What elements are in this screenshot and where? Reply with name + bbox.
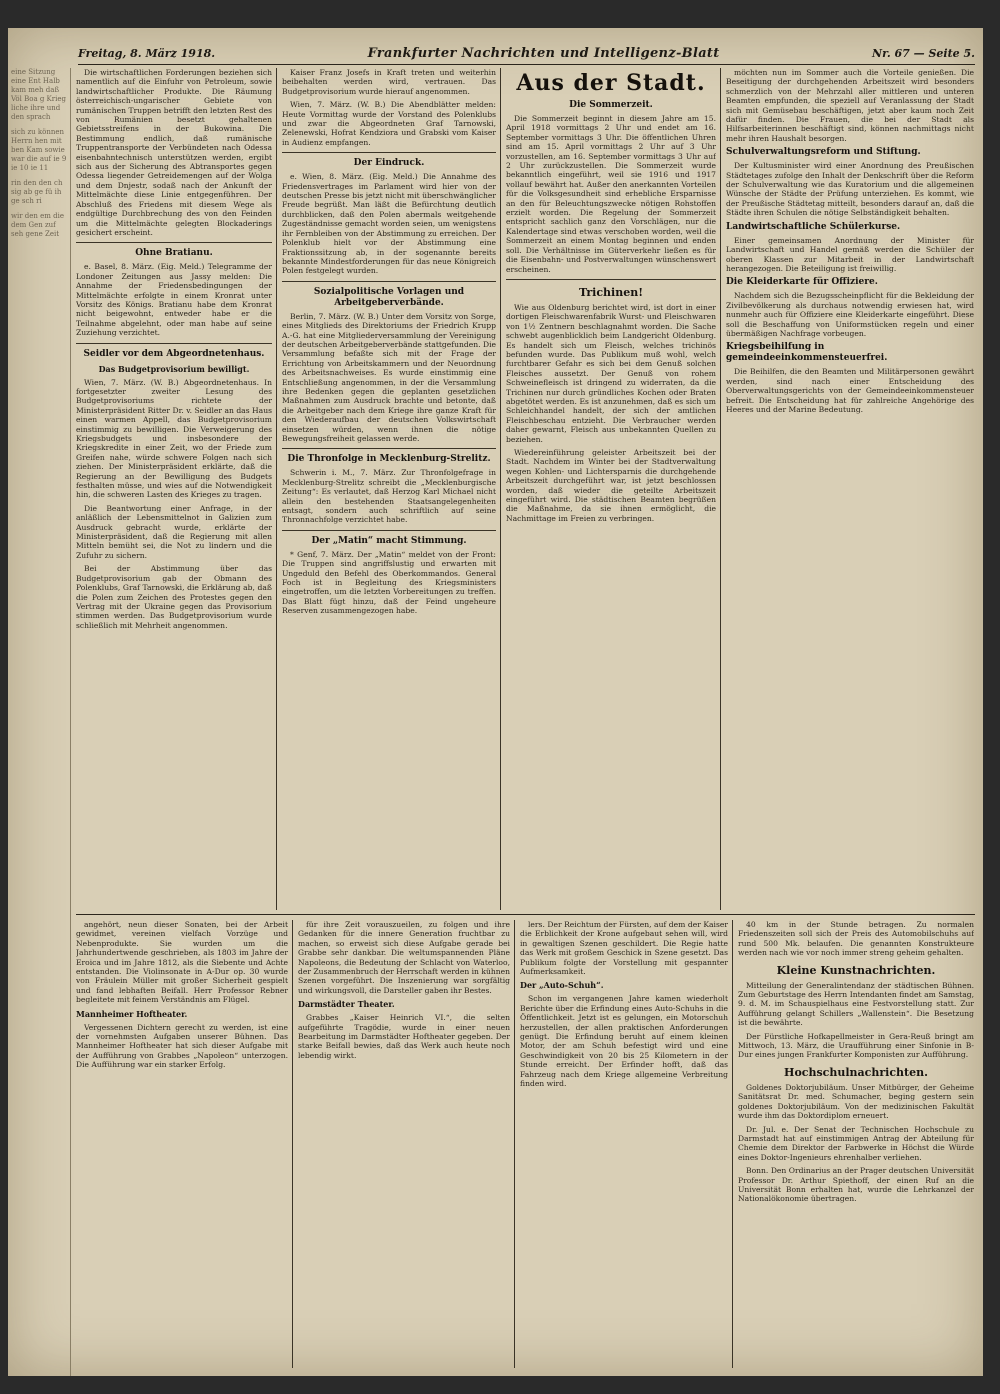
article-headline: Die Thronfolge in Mecklenburg-Strelitz. xyxy=(287,454,491,465)
article-headline: Landwirtschaftliche Schülerkurse. xyxy=(726,221,901,232)
feuilleton-rule xyxy=(76,914,975,915)
column-divider xyxy=(282,281,496,282)
article-headline: Trichinen! xyxy=(578,285,644,299)
article-headline: Sozialpolitische Vorlagen und Arbeitgeberverbände. xyxy=(313,286,465,308)
column-divider xyxy=(282,530,496,531)
article-text: Goldenes Doktorjubiläum. Unser Mitbürger, der Geheime Sanitätsrat Dr. med. Schumacher, beging gestern sein goldenes Doktorjubiläum. Von der medizinischen Fakultät wurde ihm das Doktordiplom erneuert. xyxy=(738,1082,974,1121)
article-text: Dr. Jul. e. Der Senat der Technischen Hochschule zu Darmstadt hat auf einstimmigen Antrag der Abteilung für Chemie dem Direktor der Farbwerke in Höchst die Würde eines Doktor-Ingenieurs ehrenhalber verliehen. xyxy=(738,1124,974,1162)
article-text: Einer gemeinsamen Anordnung der Minister für Landwirtschaft und Handel gemäß werden die Schüler der oberen Klassen zur Mitarbeit in der Landwirtschaft herangezogen. Die Beteiligung ist freiwillig. xyxy=(726,235,974,273)
column-1 xyxy=(76,68,272,910)
bottom-column-2 xyxy=(298,920,510,1368)
page-header xyxy=(78,42,975,65)
article-text: Wie aus Oldenburg berichtet wird, ist dort in einer dortigen Fleischwarenfabrik Wurst- und Fleischwaren von 1½ Zentnern beschlagnahmt worden. Die Sache schwebt augenblicklich beim Landgericht Oldenburg. Es handelt sich um Fleisch, welches trichinös befunden wurde. Das Publikum muß wohl, welch furchtbarer Gefahr es sich bei dem Genuß solchen Fleisches aussetzt. Der Genuß von rohem Schweinefleisch ist dringend zu widerraten, da die Trichinen nur durch gründliches Kochen oder Braten abgetötet werden. Es ist anzunehmen, daß es sich um Schleichhandel handelt, der sich der amtlichen Fleischbeschau entzieht. Die Verbraucher werden daher gewarnt, Fleisch aus unbekannten Quellen zu beziehen. xyxy=(506,302,716,444)
bottom-column-1 xyxy=(76,920,288,1368)
article-text: möchten nun im Sommer auch die Vorteile genießen. Die Beseitigung der durchgehenden Arbeitszeit wird besonders schmerzlich von der Mehrzahl aller mittleren und unteren Beamten empfunden, die speziell auf Veranlassung der Stadt sich mit Gemüsebau beschäftigen, jetzt aber kaum noch Zeit dafür finden. Die Frauen, die bei der Stadt als Hilfsarbeiterinnen beschäftigt sind, können nachmittags nicht mehr ihren Haushalt besorgen. xyxy=(726,68,974,143)
article-text: Grabbes „Kaiser Heinrich VI.“, die selten aufgeführte Tragödie, wurde in einer neuen Bearbeitung im Darmstädter Hoftheater gegeben. Der starke Beifall bewies, daß das Werk auch heute noch lebendig wirkt. xyxy=(298,1013,510,1060)
section-masthead: Aus der Stadt. xyxy=(516,70,706,96)
article-headline: Darmstädter Theater. xyxy=(298,999,395,1010)
bottom-column-4 xyxy=(738,920,974,1368)
article-headline: Hochschulnachrichten. xyxy=(784,1065,928,1079)
header-date: Freitag, 8. März 1918. xyxy=(78,46,216,60)
newspaper-page xyxy=(8,28,983,1376)
margin-text: eine Sitzung eine Ent Halb kam meh daß Völ Boa g Krieg liche ihre und den sprach xyxy=(11,68,66,121)
column-3 xyxy=(506,68,716,910)
column-divider xyxy=(506,279,716,280)
article-text: Die Beihilfen, die den Beamten und Militärpersonen gewährt werden, sind nach einer Entscheidung des Oberverwaltungsgerichts von der Gemeindeeinkommensteuer befreit. Die Entscheidung hat für zahlreiche Angehörige des Heeres und der Marine Bedeutung. xyxy=(726,367,974,414)
header-page-number: Nr. 67 — Seite 5. xyxy=(872,46,975,60)
article-text: Wiedereinführung geleister Arbeitszeit bei der Stadt. Nachdem im Winter bei der Stadtverwaltung wegen Kohlen- und Lichtersparnis die durchgehende Arbeitszeit durchgeführt war, ist jetzt beschlossen worden, daß wieder die geteilte Arbeitszeit eingeführt wird. Die städtischen Beamten begrüßen die Maßnahme, da sie ihnen ermöglicht, die Nachmittage im Freien zu verbringen. xyxy=(506,448,716,523)
vertical-rule xyxy=(514,920,515,1368)
article-headline: Schulverwaltungsreform und Stiftung. xyxy=(726,147,921,158)
column-2 xyxy=(282,68,496,910)
article-text: * Genf, 7. März. Der „Matin“ meldet von der Front: Die Truppen sind angriffslustig und erwarten mit Ungeduld den Befehl des Oberkommandos. General Foch ist in Begleitung des Kriegsministers eingetroffen, um die letzten Vorbereitungen zu treffen. Das Blatt fügt hinzu, daß der Feind ungeheure Reserven zusammengezogen habe. xyxy=(282,549,496,616)
article-headline: Der Eindruck. xyxy=(353,158,425,169)
article-text: e. Basel, 8. März. (Eig. Meld.) Telegramme der Londoner Zeitungen aus Jassy melden: Die Annahme der Friedensbedingungen der Mittelmächte erfolgte in einem Kronrat unter Vorsitz des Königs. Bratianu habe dem Kronrat nicht beigewohnt, entweder habe er die Teilnahme abgelehnt, oder man habe auf seine Zuziehung verzichtet. xyxy=(76,262,272,338)
margin-text: wir den em die dem Gen zuf seh gene Zeit xyxy=(11,212,65,238)
article-text: Wien, 7. März. (W. B.) Abgeordnetenhaus. In fortgesetzter zweiter Lesung des Budgetprovisoriums richtete der Ministerpräsident Ritter Dr. v. Seidler an das Haus einen warmen Appell, das Budgetprovisorium einstimmig zu bewilligen. Die Verweigerung des Kriegsbudgets und insbesondere der Kriegskredite in einer Zeit, wo der Friede zum Greifen nahe, würde schwere Folgen nach sich ziehen. Der Ministerpräsident erklärte, daß die Regierung an der Bewilligung des Budgets festhalten müsse, und wies auf die Notwendigkeit hin, die schweren Lasten des Krieges zu tragen. xyxy=(76,377,272,500)
article-text: Die Beantwortung einer Anfrage, in der anläßlich der Lebensmittelnot in Galizien zum Ausdruck gebracht wurde, erklärte der Ministerpräsident, daß die Regierung mit allen Mitteln bemüht sei, die Not zu lindern und die Zufuhr zu sichern. xyxy=(76,503,272,560)
column-divider xyxy=(282,152,496,153)
article-subheadline: Das Budgetprovisorium bewilligt. xyxy=(98,363,250,374)
article-headline: Die Kleiderkarte für Offiziere. xyxy=(726,277,878,288)
article-headline: Kleine Kunstnachrichten. xyxy=(776,963,936,977)
article-text: 40 km in der Stunde betragen. Zu normalen Friedenszeiten soll sich der Preis des Automobilschuhs auf rund 500 Mk. belaufen. Die genannten Konstrukteure werden nach wie vor noch immer streng geheim gehalten. xyxy=(738,920,974,958)
article-text: angehört, neun dieser Sonaten, bei der Arbeit gewidmet, vereinen vielfach Vorzüge und Nebenprodukte. Sie wurden um die Jahrhundertwende geschrieben, als 1803 im Jahre der Eroica und im Jahre 1812, als die Siebente und Achte entstanden. Die Violinsonate in A-Dur op. 30 wurde von Fräulein Müller mit großer Sicherheit gespielt und fand lebhaften Beifall. Herr Professor Rebner begleitete mit feinem Verständnis am Flügel. xyxy=(76,920,288,1005)
article-text: Mitteilung der Generalintendanz der städtischen Bühnen. Zum Geburtstage des Herrn Intendanten findet am Samstag, 9. d. M. im Schauspielhaus eine Festvorstellung statt. Zur Aufführung gelangt Schillers „Wallenstein“. Die Besetzung ist die bewährte. xyxy=(738,980,974,1028)
article-headline: Die Sommerzeit. xyxy=(569,100,653,110)
column-divider xyxy=(282,448,496,449)
column-divider xyxy=(76,343,272,344)
article-text: Bonn. Den Ordinarius an der Prager deutschen Universität Professor Dr. Arthur Spiethoff, der einen Ruf an die Universität Bonn erhalten hat, wurde die Lehrkanzel der Nationalökonomie übertragen. xyxy=(738,1166,974,1204)
article-text: Wien, 7. März. (W. B.) Die Abendblätter melden: Heute Vormittag wurde der Vorstand des Polenklubs und zwar die Abgeordneten Graf Tarnowski, Zelenewski, Hofrat Kendziora und Grabski vom Kaiser in Audienz empfangen. xyxy=(282,100,496,147)
margin-text: sich zu können Herrn hen mit ben Kam sowie war die auf ie 9 ie 10 ie 11 xyxy=(11,128,67,172)
article-headline: Der „Auto-Schuh“. xyxy=(520,980,604,991)
adjacent-page-margin xyxy=(8,68,71,1376)
vertical-rule xyxy=(732,920,733,1368)
bottom-column-3 xyxy=(520,920,728,1368)
article-text: Die wirtschaftlichen Forderungen beziehen sich namentlich auf die Einfuhr von Petroleum, sowie landwirtschaftlicher Produkte. Die Räumung österreichisch-ungarischer Gebiete von rumänischen Truppen betrifft den letzten Rest des von Rumänien besetzt gehaltenen Gebietsstreifens in der Bukowina. Die Bestimmung endlich, daß rumänische Truppentransporte der Verbündeten nach Odessa eisenbahntechnisch unterstützen werden, ergibt sich aus der Sicherung des Abtransportes gegen Odessa liegender Getreidemengen auf der Wolga und dem Dnjestr, sodaß nach der Ankunft der Mittelmächte diese Linie entgegenführen. Der Abschluß des Friedens mit diesem Wege als endgültige Durchbrechung des von den Feinden um die Mittelmächte gelegten Blockaderings gesichert erscheint. xyxy=(76,68,272,237)
vertical-rule xyxy=(500,68,501,910)
article-text: Vergessenen Dichtern gerecht zu werden, ist eine der vornehmsten Aufgaben unserer Bühnen. Das Mannheimer Hoftheater hat sich dieser Aufgabe mit der Aufführung von Grabbes „Napoleon“ unterzogen. Die Aufführung war ein starker Erfolg. xyxy=(76,1022,288,1070)
article-headline: Seidler vor dem Abgeordnetenhaus. xyxy=(83,348,265,359)
vertical-rule xyxy=(720,68,721,910)
article-text: Nachdem sich die Bezugsscheinpflicht für die Bekleidung der Zivilbevölkerung als durchaus notwendig erwiesen hat, wird nunmehr auch für Offiziere eine Kleiderkarte eingeführt. Diese soll die Beschaffung von Uniformstücken regeln und einer übermäßigen Nachfrage vorbeugen. xyxy=(726,291,974,338)
article-text: e. Wien, 8. März. (Eig. Meld.) Die Annahme des Friedensvertrages im Parlament wird hier von der deutschen Presse bis jetzt nicht mit überschwänglicher Freude begrüßt. Man läßt die Befürchtung deutlich durchblicken, daß den Polen abermals weitgehende Zugeständnisse gemacht worden seien, um wenigstens ihr Fernbleiben von der Abstimmung zu erreichen. Der Polenklub hielt vor der Abstimmung eine Fraktionssitzung ab, in der sogenannte bereits bekannte Mindestforderungen für das neue Königreich Polen festgelegt wurden. xyxy=(282,172,496,276)
header-title: Frankfurter Nachrichten und Intelligenz-Blatt xyxy=(367,45,720,61)
article-text: Bei der Abstimmung über das Budgetprovisorium gab der Obmann des Polenklubs, Graf Tarnowski, die Erklärung ab, daß die Polen zum Zeichen des Protestes gegen den Vertrag mit der Ukraine gegen das Provisorium stimmen werden. Das Budgetprovisorium wurde schließlich mit Mehrheit angenommen. xyxy=(76,564,272,630)
article-text: Die Sommerzeit beginnt in diesem Jahre am 15. April 1918 vormittags 2 Uhr und endet am 16. September vormittags 3 Uhr. Die öffentlichen Uhren sind am 15. April vormittags 2 Uhr auf 3 Uhr vorzustellen, am 16. September vormittags 3 Uhr auf 2 Uhr zurückzustellen. Die Sommerzeit wurde bekanntlich eingeführt, weil sie 1916 und 1917 vollauf bewährt hat. Außer den anerkannten Vorteilen für die Volksgesundheit sind erhebliche Ersparnisse an den für Beleuchtungszwecke nötigen Rohstoffen erzielt worden. Die Regelung der Sommerzeit entspricht sachlich ganz den Vorschlägen, nur die Kalendertage sind etwas verschoben worden, weil die Sommerzeit an einem Montag beginnen und enden soll. Die Verhältnisse im Güterverkehr ließen es für die Eisenbahn- und Postverwaltungen wünschenswert erscheinen. xyxy=(506,114,716,274)
margin-text: rin den den ch sig ab ge fü ih ge sch ri xyxy=(11,179,63,205)
vertical-rule xyxy=(292,920,293,1368)
article-text: Kaiser Franz Josefs in Kraft treten und weiterhin beibehalten werden wird, vertrauen. Das Budgetprovisorium wurde hierauf angenommen. xyxy=(282,68,496,96)
article-text: Schwerin i. M., 7. März. Zur Thronfolgefrage in Mecklenburg-Strelitz schreibt die „Mecklenburgische Zeitung“: Es verlautet, daß Herzog Karl Michael nicht allein den bestehenden Staatsangelegenheiten entsagt, sondern auch schriftlich auf seine Thronnachfolge verzichtet habe. xyxy=(282,468,496,525)
article-text: Der Fürstliche Hofkapellmeister in Gera-Reuß bringt am Mittwoch, 13. März, die Uraufführung einer Sinfonie in B-Dur eines jungen Frankfurter Komponisten zur Aufführung. xyxy=(738,1031,974,1060)
vertical-rule xyxy=(276,68,277,910)
article-headline: Ohne Bratianu. xyxy=(135,248,213,259)
article-text: lers. Der Reichtum der Fürsten, auf dem der Kaiser die Erblichkeit der Krone aufgebaut sehen will, wird in gewaltigen Szenen geschildert. Die Regie hatte das Werk mit großem Geschick in Szene gesetzt. Das Publikum folgte der Vorstellung mit gespannter Aufmerksamkeit. xyxy=(520,920,728,977)
column-4 xyxy=(726,68,974,910)
article-text: Der Kultusminister wird einer Anordnung des Preußischen Städtetages zufolge den Inhalt der Denkschrift über die Reform der Schulverwaltung wie das Kuratorium und die allgemeinen Wünsche der Städte der Prüfung unterziehen. Es kommt, wie der Preußische Städtetag mitteilt, besonders darauf an, daß die Städte ihren Schulen die nötige Selbständigkeit behalten. xyxy=(726,161,974,218)
article-headline: Mannheimer Hoftheater. xyxy=(76,1008,188,1019)
article-headline: Der „Matin“ macht Stimmung. xyxy=(311,535,467,546)
column-divider xyxy=(76,242,272,243)
article-text: Schon im vergangenen Jahre kamen wiederholt Berichte über die Erfindung eines Auto-Schuhs in die Öffentlichkeit. Jetzt ist es gelungen, ein Motorschuh herzustellen, der allen praktischen Anforderungen genügt. Die Erfindung beruht auf einem kleinen Motor, der am Schuh befestigt wird und eine Geschwindigkeit von 20 bis 25 Kilometern in der Stunde erreicht. Der Erfinder hofft, daß das Fahrzeug nach dem Kriege allgemeine Verbreitung finden wird. xyxy=(520,994,728,1089)
article-headline: Kriegsbeihilfung in gemeindeeinkommensteuerfrei. xyxy=(726,342,888,364)
article-text: für ihre Zeit vorauszueilen, zu folgen und ihre Gedanken für die innere Generation fruchtbar zu machen, so erweist sich diese Aufgabe gerade bei Grabbe sehr dankbar. Die weltumspannenden Pläne Napoleons, die Bedeutung der Schlacht von Waterloo, der Zusammenbruch der Herrschaft werden in kühnen Szenen vorgeführt. Die Inszenierung war sorgfältig und wirkungsvoll, die Darsteller gaben ihr Bestes. xyxy=(298,920,510,995)
article-text: Berlin, 7. März. (W. B.) Unter dem Vorsitz von Sorge, eines Mitglieds des Direktoriums der Friedrich Krupp A.-G. hat eine Mitgliederversammlung der Vereinigung der deutschen Arbeitgeberverbände stattgefunden. Die Versammlung befaßte sich mit der Frage der Errichtung von Arbeitskammern und der Neuordnung des Arbeitsnachweises. Es wurde einstimmig eine Entschließung angenommen, in der die Versammlung ihre Bedenken gegen die geplanten gesetzlichen Maßnahmen zum Ausdruck brachte und betonte, daß die Arbeitgeber nach dem Kriege ihre ganze Kraft für den Wiederaufbau der deutschen Volkswirtschaft einsetzen würden, wenn ihnen die nötige Bewegungsfreiheit gelassen werde. xyxy=(282,311,496,443)
